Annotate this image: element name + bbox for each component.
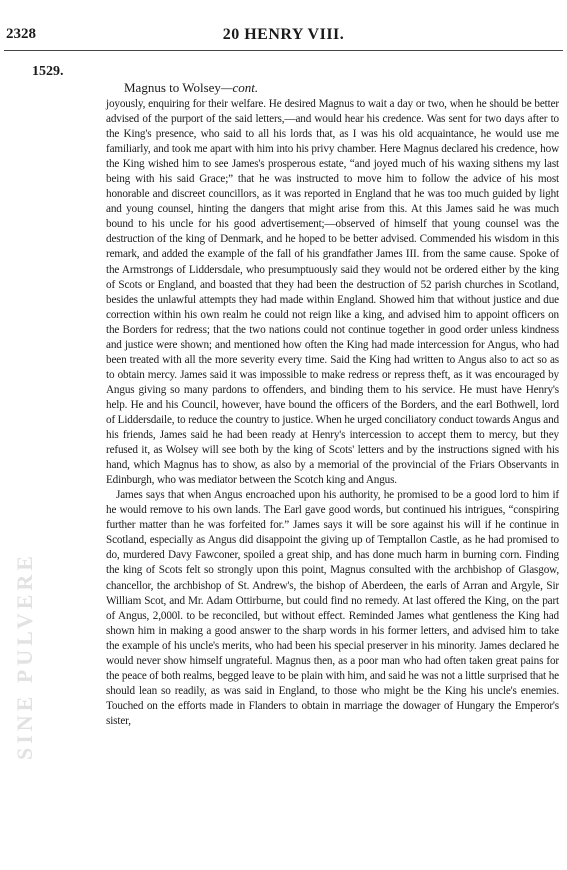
library-stamp-watermark: SINE PULVERE — [12, 552, 37, 760]
running-header — [0, 26, 567, 48]
body-text — [106, 97, 559, 729]
year-label: 1529. — [32, 64, 64, 79]
page-number: 2328 — [6, 26, 36, 42]
header-rule — [4, 50, 563, 51]
paragraph: joyously, enquiring for their welfare. He desired Magnus to wait a day or two, when he should be better advised of the purport of the said letters,—and would hear his credence. Was sent for two days after to the King's presence, who said to all his lords that, as I was his old acquaintance, he would use me familiarly, and took me apart with him into his privy chamber. Here Magnus declared his credence, how the King wished him to see James's prosperous estate, “and joyed much of his waxing sithens my last being with his said Grace;” that he was instructed to move him to follow the advice of his most honorable and discreet councillors, as it was reported in England that he was too much guided by light and young counsel, hinting the dangers that might arise from this. At this James said he was much bound to his uncle for his good advertisement;—observed of himself that young counsel was the destruction of the king of Denmark, and he hoped to be better advised. Commended his wisdom in this remark, and added the example of the fall of his grandfather James III. from the same cause. Spoke of the Armstrongs of Liddersdale, who presumptuously said they would not be ordered either by the king of Scots or England, and boasted that they had been the destruction of 52 parish churches in Scotland, besides the unlawful attempts they had made within England. Showed him that without justice and due correction within his own realm he could not reign like a king, and advised him to appoint officers on the Borders for redress; that the two nations could not continue together in good order unless kindness and justice were shown; and mentioned how often the King had made intercession for Angus, who had been treated with all the more severity every time. Said the King had written to Angus also to act so as to obtain mercy. James said it was impossible to make redress or repress theft, as it was encouraged by Angus giving so many pardons to offenders, and binding them to his service. He must have Henry's help. He and his Council, however, have bound the officers of the Borders, and the earl Bothwell, lord of Liddersdaile, to reduce the country to justice. When he urged conciliatory conduct towards Angus and his friends, James said he had been ready at Henry's intercession to accept them to mercy, but they refused it, as Wolsey will see both by the king of Scots' letters and by the instructions signed with his hand, which Magnus has to show, as also by a memorial of the provincial of the Friars Observants in Edinburgh, who was mediator between the Scotch king and Angus. — [106, 98, 559, 487]
section-cont: —cont. — [220, 80, 259, 95]
section-heading — [124, 80, 258, 96]
section-title: Magnus to Wolsey — [124, 80, 221, 95]
paragraph: James says that when Angus encroached upon his authority, he promised to be a good lord to him if he would remove to his own lands. The Earl gave good words, but continued his intrigues, “conspiring further matter than he was forfeited for.” James says it will be sore against his will if he continue in Scotland, especially as Angus did disappoint the giving up of Temptallon Castle, as he had promised to do, murdered Davy Fawconer, spoiled a great ship, and has done much harm in burning corn. Finding the king of Scots felt so strongly upon this point, Magnus consulted with the archbishop of Glasgow, chancellor, the archbishop of St. Andrew's, the bishop of Aberdeen, the earls of Arran and Argyle, Sir William Scot, and Mr. Adam Ottirburne, but could find no remedy. At last offered the King, on the part of Angus, 2,000l. to be reconciled, but without effect. Reminded James what gentleness the King had shown him in making a good answer to the sharp words in his former letters, and advised him to take the example of his uncle's merits, who had been his special preserver in his minority. James declared he would never show himself ungrateful. Magnus then, as a poor man who had often taken great pains for the peace of both realms, begged leave to be plain with him, and said he was not a little surprised that he should lean so readily, as was said in England, to those who might be the King his uncle's enemies. Touched on the efforts made in Flanders to obtain in marriage the dowager of Hungary the Emperor's sister, — [106, 489, 559, 727]
running-title: 20 HENRY VIII. — [222, 26, 345, 43]
